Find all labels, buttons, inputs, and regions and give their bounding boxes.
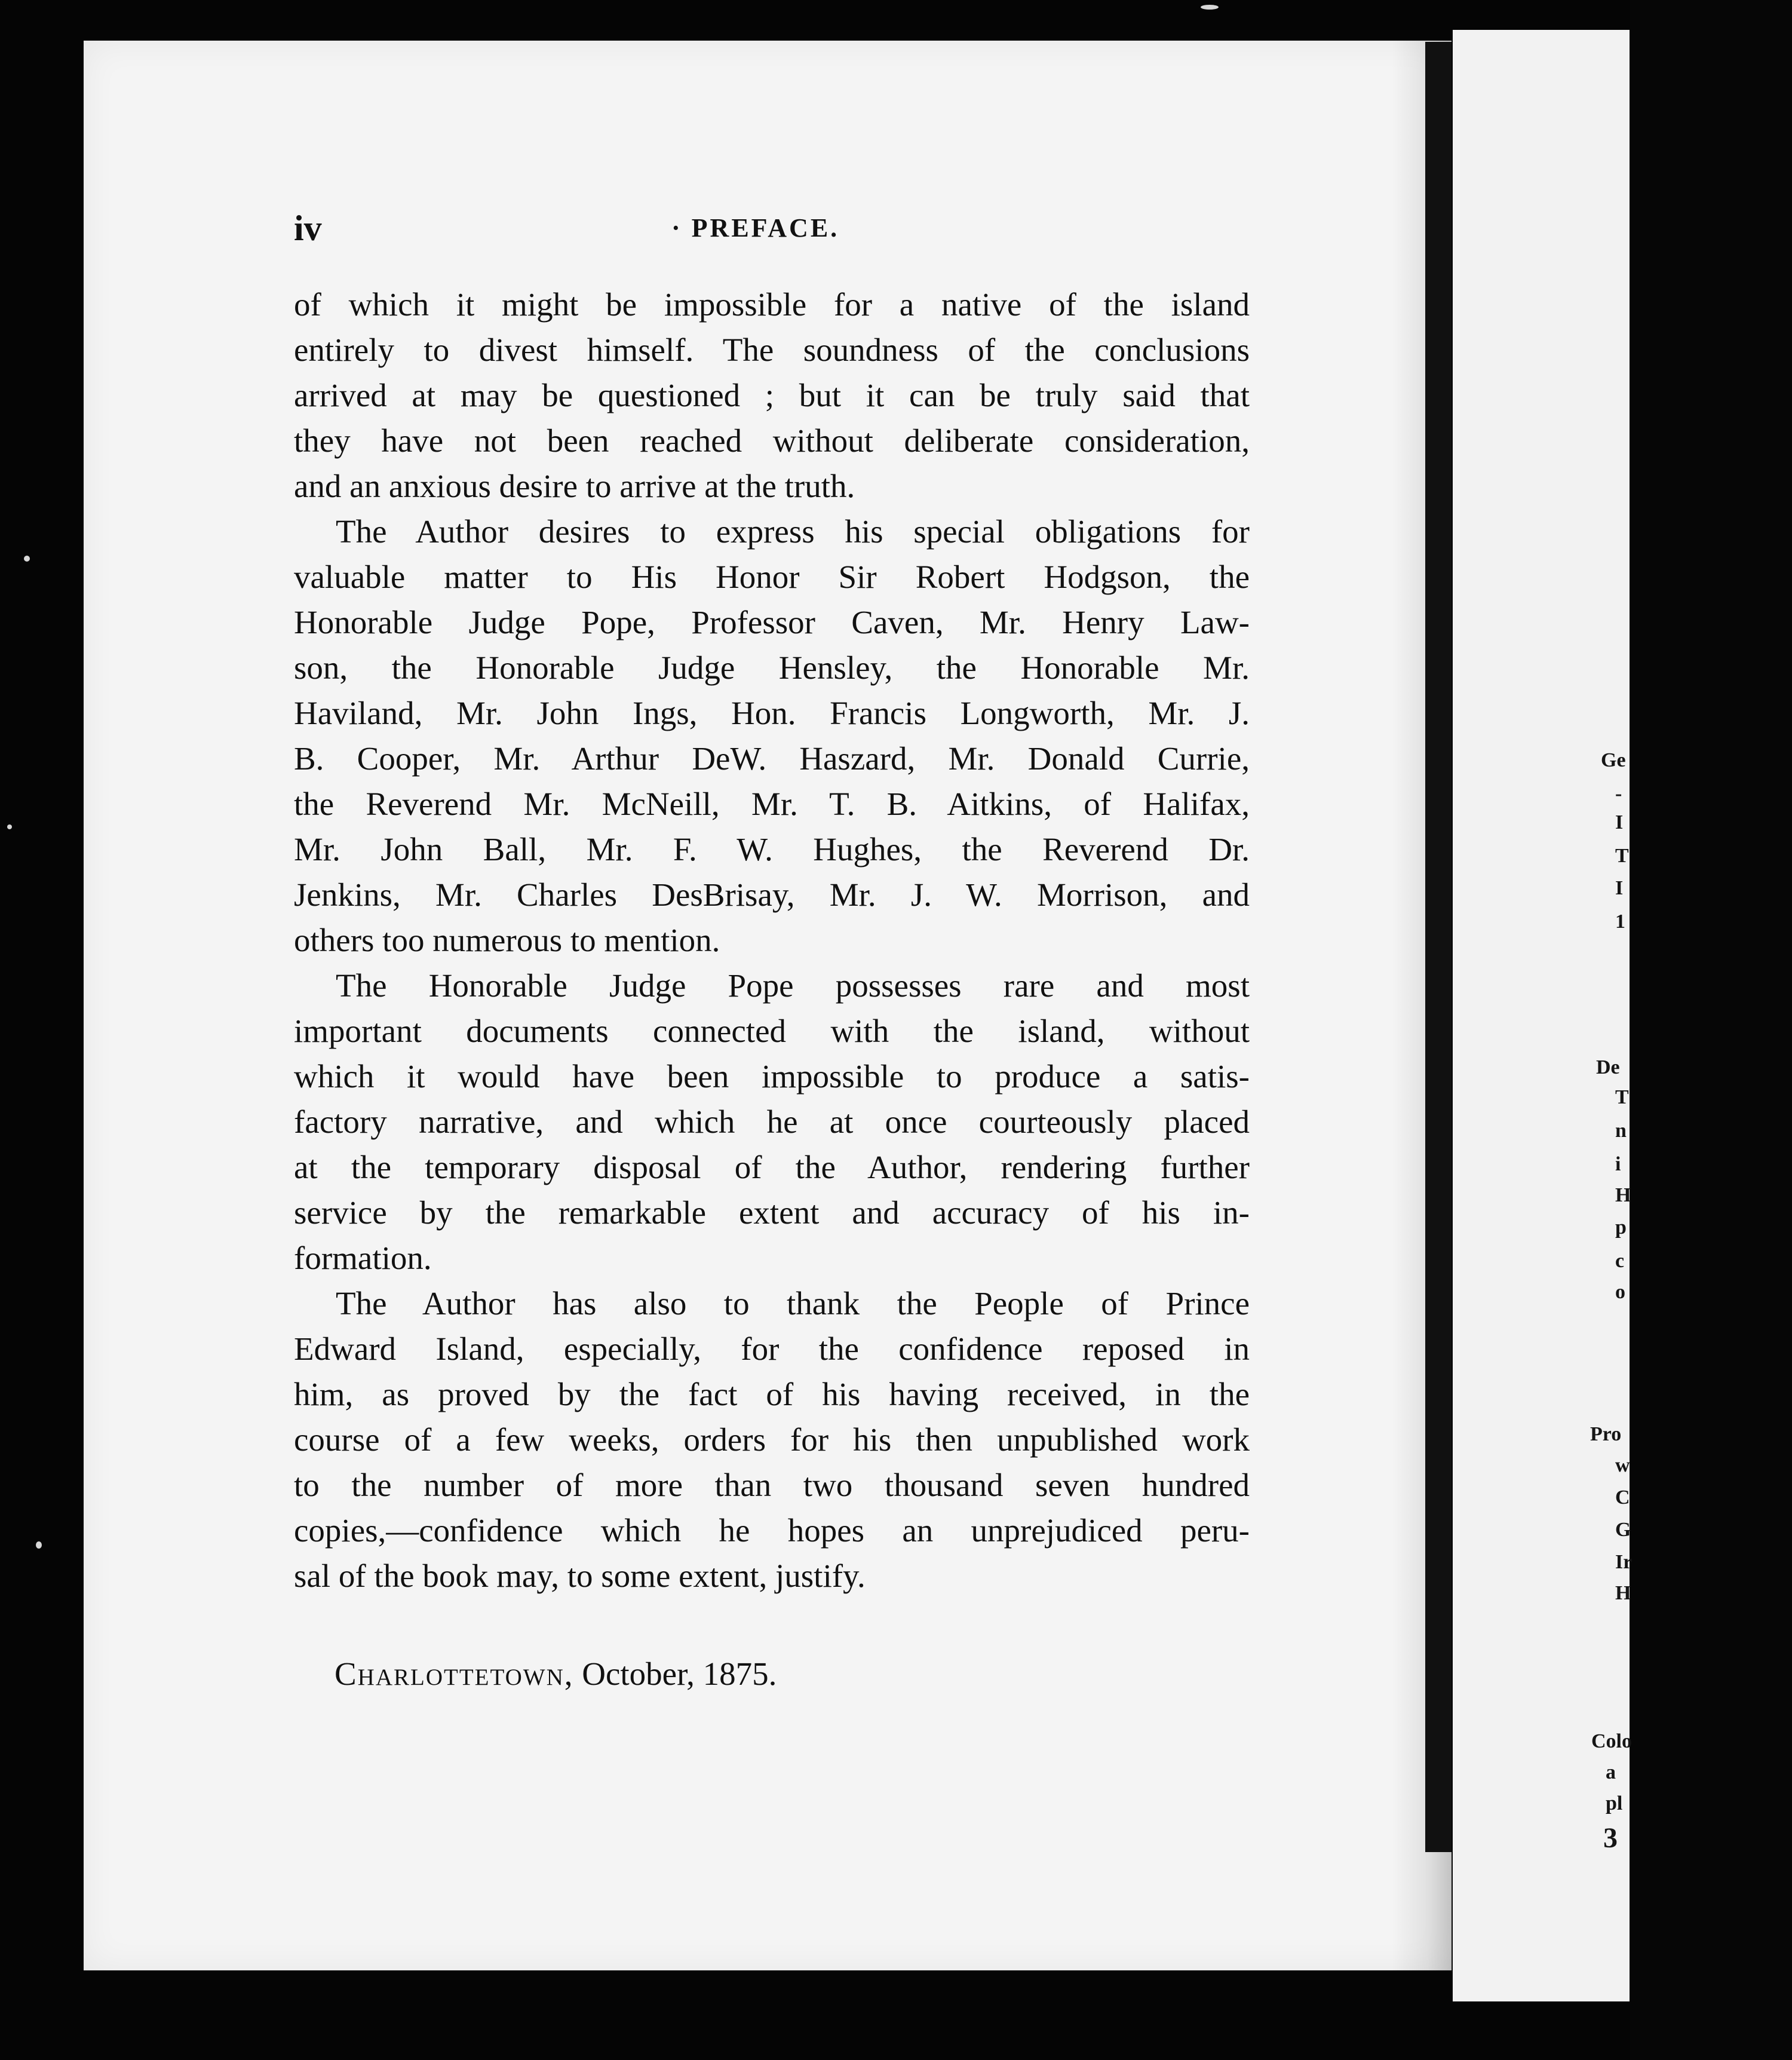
- adjacent-fragment: Ir: [1615, 1551, 1633, 1573]
- text-line: of which it might be impossible for a native of the island: [294, 286, 1250, 323]
- adjacent-fragment: i: [1615, 1153, 1621, 1175]
- text-line: at the temporary disposal of the Author, rendering further: [294, 1149, 1250, 1185]
- text-line: important documents connected with the island, without: [294, 1013, 1250, 1049]
- text-line: which it would have been impossible to produce a satis-: [294, 1058, 1250, 1095]
- adjacent-fragment: w: [1615, 1454, 1630, 1476]
- book-spine: [1425, 42, 1452, 1852]
- text-line: the Reverend Mr. McNeill, Mr. T. B. Aitkins, of Halifax,: [294, 786, 1250, 822]
- text-line: they have not been reached without deliberate consideration,: [294, 422, 1250, 459]
- text-line: valuable matter to His Honor Sir Robert Hodgson, the: [294, 559, 1250, 595]
- text-line: to the number of more than two thousand seven hundred: [294, 1467, 1250, 1503]
- text-line: The Honorable Judge Pope possesses rare and most: [336, 967, 1250, 1004]
- text-line: Edward Island, especially, for the confidence reposed in: [294, 1331, 1250, 1367]
- scan-speck: [7, 824, 12, 829]
- text-line: him, as proved by the fact of his having received, in the: [294, 1376, 1250, 1412]
- adjacent-fragment: C: [1615, 1486, 1630, 1509]
- text-line: Mr. John Ball, Mr. F. W. Hughes, the Reverend Dr.: [294, 831, 1250, 867]
- adjacent-fragment: T: [1615, 1086, 1629, 1108]
- text-line: and an anxious desire to arrive at the truth.: [294, 468, 855, 504]
- text-line: The Author desires to express his special obligations for: [336, 513, 1250, 550]
- adjacent-fragment: 1: [1615, 911, 1625, 933]
- adjacent-fragment: I: [1615, 811, 1624, 833]
- text-line: son, the Honorable Judge Hensley, the Honorable Mr.: [294, 649, 1250, 686]
- adjacent-fragment: H: [1615, 1184, 1631, 1206]
- text-line: entirely to divest himself. The soundness of the conclusions: [294, 332, 1250, 368]
- text-line: arrived at may be questioned ; but it can be truly said that: [294, 377, 1250, 413]
- text-line: sal of the book may, to some extent, justify.: [294, 1558, 866, 1594]
- adjacent-fragment: H: [1615, 1582, 1631, 1604]
- adjacent-fragment: o: [1615, 1281, 1625, 1303]
- text-line: Jenkins, Mr. Charles DesBrisay, Mr. J. W. Morrison, and: [294, 876, 1250, 913]
- adjacent-fragment: 3: [1603, 1822, 1618, 1854]
- adjacent-fragment: c: [1615, 1250, 1625, 1272]
- paragraph: [294, 963, 1250, 1281]
- scan-speck: [24, 556, 30, 562]
- adjacent-fragment: -: [1615, 783, 1622, 805]
- text-line: formation.: [294, 1240, 432, 1276]
- text-line: others too numerous to mention.: [294, 922, 720, 958]
- text-line: B. Cooper, Mr. Arthur DeW. Haszard, Mr. Donald Currie,: [294, 740, 1250, 777]
- adjacent-fragment: Pro: [1590, 1423, 1622, 1445]
- adjacent-fragment: p: [1615, 1216, 1627, 1239]
- adjacent-fragment: Colo: [1591, 1730, 1632, 1752]
- adjacent-fragment: a: [1606, 1761, 1616, 1783]
- adjacent-fragment: I: [1615, 877, 1624, 899]
- adjacent-fragment: Ge: [1601, 749, 1626, 771]
- adjacent-fragment: T: [1615, 845, 1629, 867]
- page-number: iv: [294, 209, 322, 248]
- preface-body: [294, 282, 1250, 1599]
- text-line: Honorable Judge Pope, Professor Caven, Mr. Henry Law-: [294, 604, 1250, 640]
- signature-date: October, 1875.: [582, 1656, 777, 1692]
- adjacent-fragment: n: [1615, 1120, 1627, 1142]
- text-line: course of a few weeks, orders for his then unpublished work: [294, 1421, 1250, 1458]
- adjacent-fragment: G: [1615, 1519, 1631, 1541]
- adjacent-fragment: De: [1596, 1056, 1620, 1078]
- scan-speck: [36, 1541, 42, 1549]
- signature-place: Charlottetown,: [335, 1656, 574, 1692]
- scan-speck: [1201, 5, 1219, 10]
- text-line: The Author has also to thank the People of Prince: [336, 1285, 1250, 1322]
- paragraph: [294, 1281, 1250, 1599]
- text-line: factory narrative, and which he at once courteously placed: [294, 1103, 1250, 1140]
- signature-line: [335, 1655, 777, 1693]
- text-line: copies,—confidence which he hopes an unprejudiced peru-: [294, 1512, 1250, 1549]
- paragraph: [294, 509, 1250, 963]
- running-head-title: · PREFACE.: [671, 213, 840, 243]
- text-line: service by the remarkable extent and accuracy of his in-: [294, 1194, 1250, 1231]
- adjacent-page-strip: [1453, 30, 1633, 2001]
- paragraph: [294, 282, 1250, 509]
- text-line: Haviland, Mr. John Ings, Hon. Francis Longworth, Mr. J.: [294, 695, 1250, 731]
- adjacent-fragment: pl: [1606, 1792, 1623, 1814]
